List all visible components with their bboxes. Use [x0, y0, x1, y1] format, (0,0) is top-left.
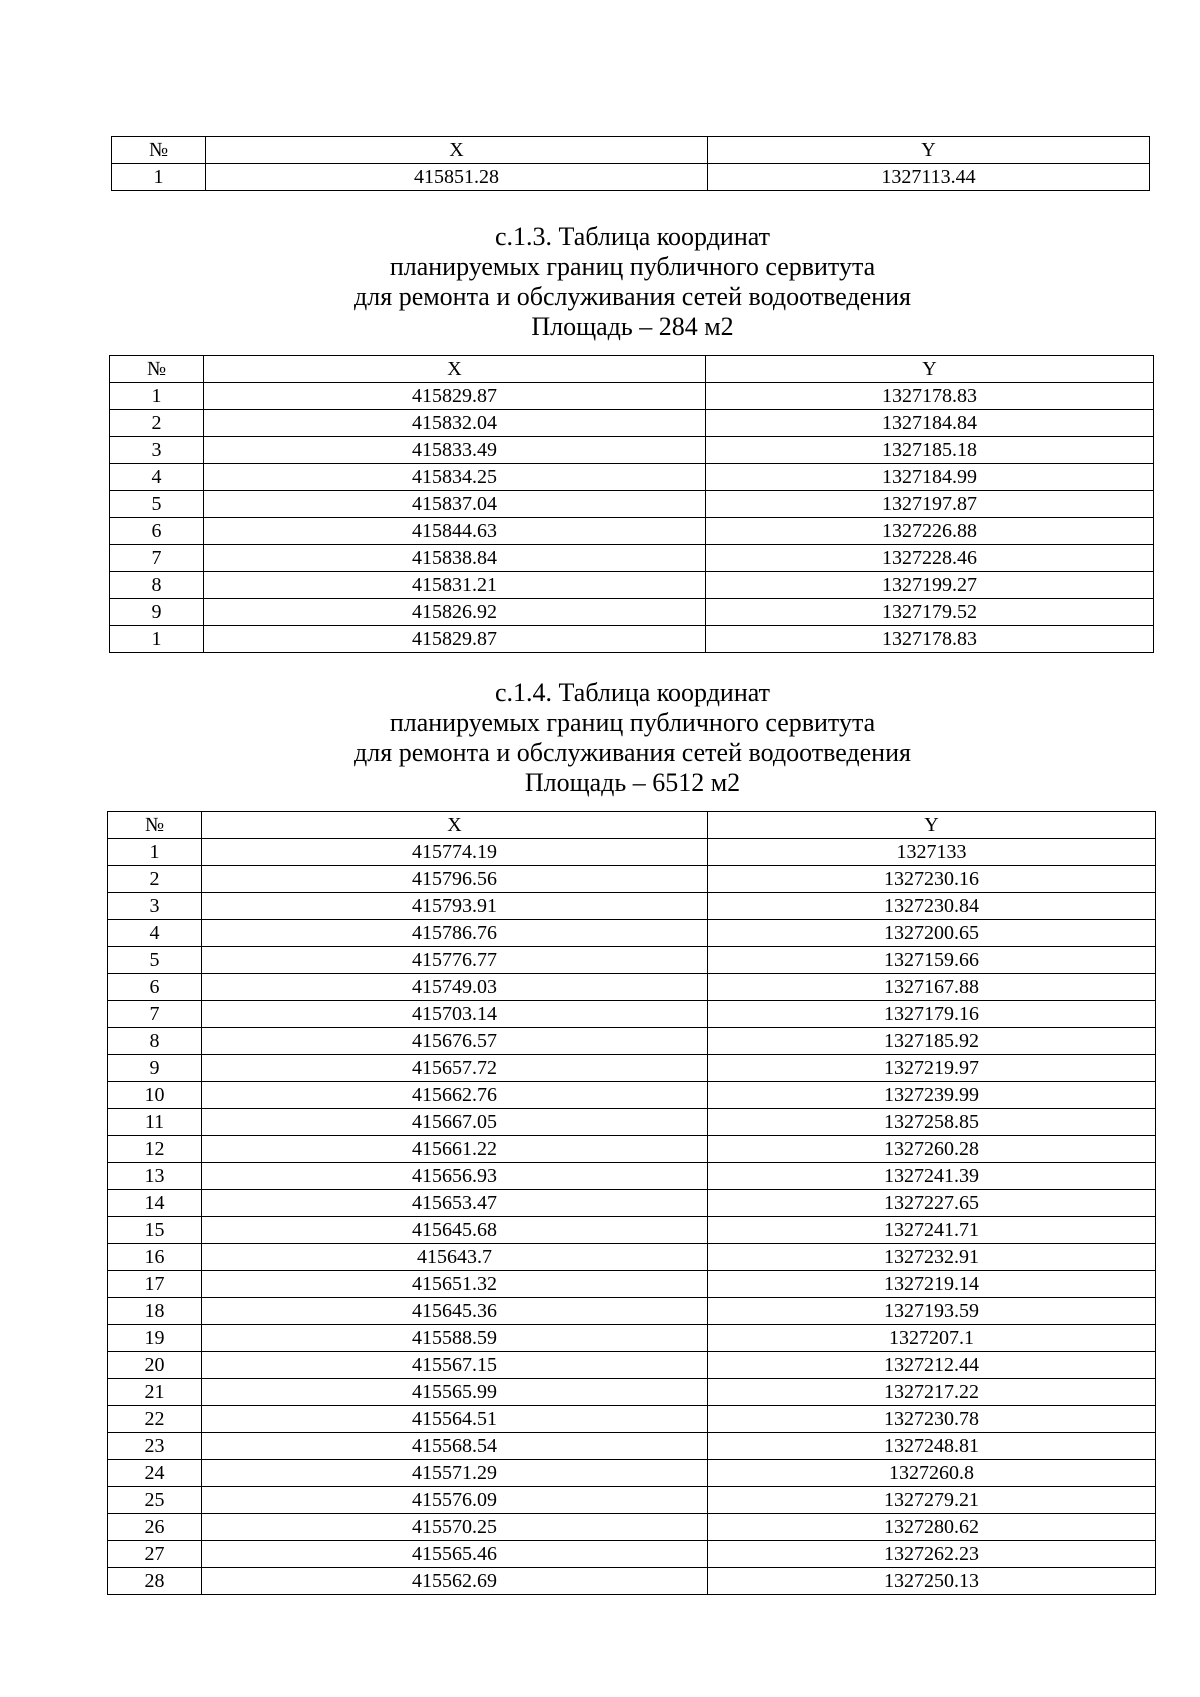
table-row — [108, 893, 1156, 920]
cell-num: 19 — [108, 1325, 202, 1352]
cell-x: 415837.04 — [204, 491, 706, 518]
cell-y: 1327184.99 — [706, 464, 1154, 491]
table-header-row — [112, 137, 1150, 164]
cell-y: 1327248.81 — [708, 1433, 1156, 1460]
cell-y: 1327200.65 — [708, 920, 1156, 947]
section-title: с.1.3. Таблица координат — [495, 222, 770, 251]
cell-y: 1327230.78 — [708, 1406, 1156, 1433]
cell-y: 1327279.21 — [708, 1487, 1156, 1514]
cell-num: 18 — [108, 1298, 202, 1325]
table-row — [108, 1028, 1156, 1055]
cell-x: 415829.87 — [204, 626, 706, 653]
cell-y: 1327179.16 — [708, 1001, 1156, 1028]
cell-num: 8 — [108, 1028, 202, 1055]
header-num: № — [110, 356, 204, 383]
cell-num: 22 — [108, 1406, 202, 1433]
cell-x: 415826.92 — [204, 599, 706, 626]
cell-x: 415831.21 — [204, 572, 706, 599]
table-row — [110, 383, 1154, 410]
cell-num: 24 — [108, 1460, 202, 1487]
cell-x: 415776.77 — [202, 947, 708, 974]
cell-num: 7 — [110, 545, 204, 572]
table-row — [108, 1487, 1156, 1514]
cell-y: 1327185.92 — [708, 1028, 1156, 1055]
cell-num: 4 — [108, 920, 202, 947]
header-x: X — [202, 812, 708, 839]
cell-num: 12 — [108, 1136, 202, 1163]
cell-num: 6 — [108, 974, 202, 1001]
table-row — [108, 1325, 1156, 1352]
cell-y: 1327227.65 — [708, 1190, 1156, 1217]
cell-y: 1327179.52 — [706, 599, 1154, 626]
table-row — [110, 518, 1154, 545]
cell-num: 27 — [108, 1541, 202, 1568]
table-row — [108, 1109, 1156, 1136]
cell-x: 415645.36 — [202, 1298, 708, 1325]
cell-num: 11 — [108, 1109, 202, 1136]
table-row — [110, 437, 1154, 464]
cell-num: 15 — [108, 1217, 202, 1244]
cell-x: 415793.91 — [202, 893, 708, 920]
table-row — [108, 947, 1156, 974]
cell-y: 1327262.23 — [708, 1541, 1156, 1568]
cell-x: 415570.25 — [202, 1514, 708, 1541]
cell-num: 1 — [110, 383, 204, 410]
cell-x: 415786.76 — [202, 920, 708, 947]
cell-x: 415565.46 — [202, 1541, 708, 1568]
cell-num: 5 — [108, 947, 202, 974]
table-row — [110, 491, 1154, 518]
table-row — [108, 1460, 1156, 1487]
cell-y: 1327178.83 — [706, 626, 1154, 653]
header-num: № — [108, 812, 202, 839]
header-x: X — [206, 137, 708, 164]
cell-y: 1327197.87 — [706, 491, 1154, 518]
cell-num: 9 — [108, 1055, 202, 1082]
cell-num: 20 — [108, 1352, 202, 1379]
table-row — [110, 545, 1154, 572]
cell-x: 415834.25 — [204, 464, 706, 491]
table-row — [108, 866, 1156, 893]
header-num: № — [112, 137, 206, 164]
cell-y: 1327219.14 — [708, 1271, 1156, 1298]
cell-y: 1327193.59 — [708, 1298, 1156, 1325]
cell-num: 23 — [108, 1433, 202, 1460]
cell-num: 5 — [110, 491, 204, 518]
cell-x: 415571.29 — [202, 1460, 708, 1487]
table-row — [108, 1190, 1156, 1217]
table-row — [112, 164, 1150, 191]
coordinates-table-c14 — [107, 811, 1156, 1595]
cell-x: 415643.7 — [202, 1244, 708, 1271]
table-row — [108, 1433, 1156, 1460]
section-title: с.1.4. Таблица координат — [495, 678, 770, 707]
table-row — [108, 920, 1156, 947]
cell-num: 3 — [110, 437, 204, 464]
table-row — [108, 1082, 1156, 1109]
cell-num: 1 — [108, 839, 202, 866]
cell-x: 415565.99 — [202, 1379, 708, 1406]
section-area: Площадь – 6512 м2 — [524, 768, 741, 797]
cell-x: 415661.22 — [202, 1136, 708, 1163]
cell-y: 1327185.18 — [706, 437, 1154, 464]
table-row — [108, 1541, 1156, 1568]
cell-x: 415656.93 — [202, 1163, 708, 1190]
table-row — [108, 1271, 1156, 1298]
table-row — [110, 410, 1154, 437]
cell-y: 1327230.84 — [708, 893, 1156, 920]
cell-y: 1327133 — [708, 839, 1156, 866]
cell-num: 8 — [110, 572, 204, 599]
cell-x: 415749.03 — [202, 974, 708, 1001]
cell-x: 415851.28 — [206, 164, 708, 191]
cell-num: 16 — [108, 1244, 202, 1271]
table-row — [108, 1001, 1156, 1028]
table-row — [108, 1568, 1156, 1595]
table-row — [108, 1298, 1156, 1325]
cell-y: 1327250.13 — [708, 1568, 1156, 1595]
cell-x: 415568.54 — [202, 1433, 708, 1460]
table-row — [110, 626, 1154, 653]
cell-num: 25 — [108, 1487, 202, 1514]
cell-y: 1327113.44 — [708, 164, 1150, 191]
cell-x: 415676.57 — [202, 1028, 708, 1055]
table-row — [108, 1244, 1156, 1271]
cell-num: 4 — [110, 464, 204, 491]
cell-x: 415774.19 — [202, 839, 708, 866]
cell-num: 9 — [110, 599, 204, 626]
cell-x: 415645.68 — [202, 1217, 708, 1244]
cell-x: 415657.72 — [202, 1055, 708, 1082]
cell-x: 415588.59 — [202, 1325, 708, 1352]
table-row — [108, 1217, 1156, 1244]
cell-num: 13 — [108, 1163, 202, 1190]
cell-x: 415703.14 — [202, 1001, 708, 1028]
table-row — [108, 1163, 1156, 1190]
cell-y: 1327260.8 — [708, 1460, 1156, 1487]
cell-y: 1327258.85 — [708, 1109, 1156, 1136]
table-row — [108, 839, 1156, 866]
cell-x: 415796.56 — [202, 866, 708, 893]
cell-x: 415829.87 — [204, 383, 706, 410]
cell-y: 1327167.88 — [708, 974, 1156, 1001]
table-header-row — [108, 812, 1156, 839]
cell-num: 6 — [110, 518, 204, 545]
table-row — [108, 974, 1156, 1001]
cell-y: 1327159.66 — [708, 947, 1156, 974]
cell-x: 415833.49 — [204, 437, 706, 464]
table-row — [108, 1379, 1156, 1406]
header-y: Y — [708, 137, 1150, 164]
section-subtitle: планируемых границ публичного сервитута — [389, 252, 876, 281]
section-area: Площадь – 284 м2 — [531, 312, 734, 341]
cell-x: 415562.69 — [202, 1568, 708, 1595]
cell-y: 1327230.16 — [708, 866, 1156, 893]
cell-y: 1327228.46 — [706, 545, 1154, 572]
cell-y: 1327212.44 — [708, 1352, 1156, 1379]
cell-y: 1327178.83 — [706, 383, 1154, 410]
section-purpose: для ремонта и обслуживания сетей водоотведения — [354, 738, 911, 767]
cell-y: 1327207.1 — [708, 1325, 1156, 1352]
cell-num: 17 — [108, 1271, 202, 1298]
table-row — [108, 1055, 1156, 1082]
cell-x: 415832.04 — [204, 410, 706, 437]
cell-y: 1327232.91 — [708, 1244, 1156, 1271]
cell-y: 1327199.27 — [706, 572, 1154, 599]
cell-num: 26 — [108, 1514, 202, 1541]
cell-x: 415564.51 — [202, 1406, 708, 1433]
table-row — [108, 1406, 1156, 1433]
cell-x: 415567.15 — [202, 1352, 708, 1379]
table-row — [110, 599, 1154, 626]
cell-y: 1327280.62 — [708, 1514, 1156, 1541]
cell-x: 415844.63 — [204, 518, 706, 545]
cell-num: 28 — [108, 1568, 202, 1595]
cell-x: 415667.05 — [202, 1109, 708, 1136]
cell-y: 1327217.22 — [708, 1379, 1156, 1406]
cell-y: 1327184.84 — [706, 410, 1154, 437]
coordinates-table-c13 — [109, 355, 1154, 653]
cell-x: 415651.32 — [202, 1271, 708, 1298]
cell-num: 3 — [108, 893, 202, 920]
cell-y: 1327219.97 — [708, 1055, 1156, 1082]
section-heading-c14 — [0, 678, 1200, 798]
cell-num: 10 — [108, 1082, 202, 1109]
table-row — [108, 1514, 1156, 1541]
table-row — [108, 1136, 1156, 1163]
cell-y: 1327241.39 — [708, 1163, 1156, 1190]
section-heading-c13 — [0, 222, 1200, 342]
table-row — [110, 464, 1154, 491]
coordinates-table-top — [111, 136, 1150, 191]
cell-x: 415838.84 — [204, 545, 706, 572]
cell-x: 415576.09 — [202, 1487, 708, 1514]
cell-num: 21 — [108, 1379, 202, 1406]
cell-x: 415662.76 — [202, 1082, 708, 1109]
cell-y: 1327241.71 — [708, 1217, 1156, 1244]
section-purpose: для ремонта и обслуживания сетей водоотведения — [354, 282, 911, 311]
cell-num: 1 — [110, 626, 204, 653]
cell-y: 1327260.28 — [708, 1136, 1156, 1163]
header-y: Y — [706, 356, 1154, 383]
header-y: Y — [708, 812, 1156, 839]
cell-y: 1327226.88 — [706, 518, 1154, 545]
table-row — [108, 1352, 1156, 1379]
cell-num: 7 — [108, 1001, 202, 1028]
table-header-row — [110, 356, 1154, 383]
section-subtitle: планируемых границ публичного сервитута — [389, 708, 876, 737]
cell-num: 2 — [110, 410, 204, 437]
cell-num: 14 — [108, 1190, 202, 1217]
cell-num: 1 — [112, 164, 206, 191]
cell-x: 415653.47 — [202, 1190, 708, 1217]
table-row — [110, 572, 1154, 599]
header-x: X — [204, 356, 706, 383]
cell-num: 2 — [108, 866, 202, 893]
cell-y: 1327239.99 — [708, 1082, 1156, 1109]
